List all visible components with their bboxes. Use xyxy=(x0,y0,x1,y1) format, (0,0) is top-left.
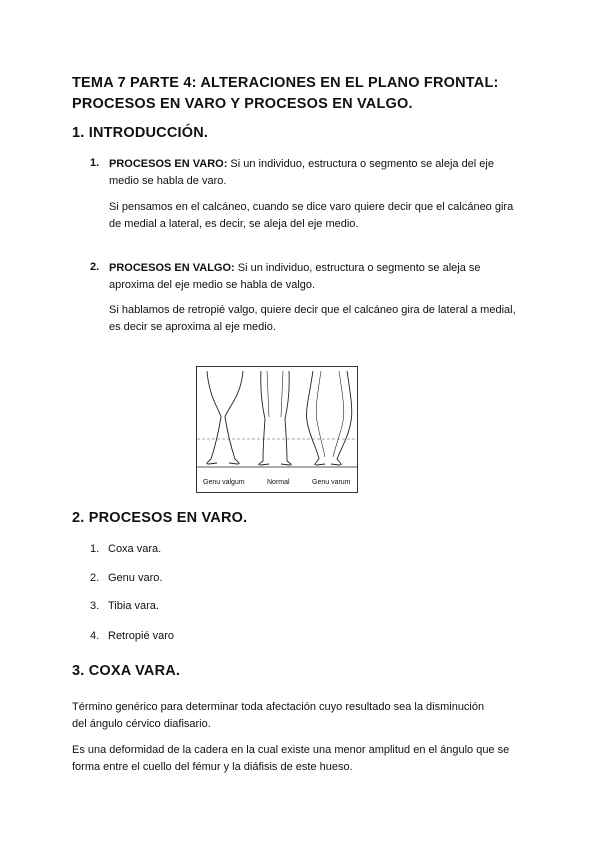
item-valgo-extra-2: es decir se aproxima al eje medio. xyxy=(109,320,276,333)
para1-line-2: del ángulo cérvico diafisario. xyxy=(72,717,211,730)
item-number-2: 2. xyxy=(90,261,100,273)
genu-varum-legs xyxy=(306,371,351,465)
item-number-1: 1. xyxy=(90,157,100,169)
item-varo-extra xyxy=(109,199,529,232)
caption-normal: Normal xyxy=(267,479,290,486)
list-item-coxa-vara: Coxa vara. xyxy=(108,543,162,555)
item-varo xyxy=(109,156,529,189)
page-title xyxy=(72,73,552,115)
paragraph-coxa-vara-definition xyxy=(72,699,522,732)
para2-line-2: forma entre el cuello del fémur y la diáfisis de este hueso. xyxy=(72,760,353,773)
list-number-4: 4. xyxy=(90,630,100,642)
list-item-genu-varo: Genu varo. xyxy=(108,572,163,584)
list-item-tibia-vara: Tibia vara. xyxy=(108,600,159,612)
legs-alignment-figure xyxy=(196,366,358,493)
title-line-2: PROCESOS EN VARO Y PROCESOS EN VALGO. xyxy=(72,96,413,112)
paragraph-coxa-vara-description xyxy=(72,742,522,775)
para2-line-1: Es una deformidad de la cadera en la cual existe una menor amplitud en el ángulo que se xyxy=(72,744,510,756)
section-heading-procesos-varo: 2. PROCESOS EN VARO. xyxy=(72,510,248,526)
item-valgo xyxy=(109,260,529,293)
list-number-1: 1. xyxy=(90,543,100,555)
item-valgo-extra xyxy=(109,302,529,335)
normal-legs xyxy=(259,371,291,465)
item-varo-text-1: Si un individuo, estructura o segmento se aleja del eje xyxy=(227,158,494,170)
list-number-3: 3. xyxy=(90,600,100,612)
section-heading-introduccion: 1. INTRODUCCIÓN. xyxy=(72,125,209,141)
genu-valgum-legs xyxy=(207,371,243,464)
caption-genu-varum: Genu varum xyxy=(312,479,351,486)
caption-genu-valgum: Genu valgum xyxy=(203,479,245,486)
legs-illustration xyxy=(197,367,357,477)
title-line-1: TEMA 7 PARTE 4: ALTERACIONES EN EL PLANO FRONTAL: xyxy=(72,75,499,91)
item-valgo-label: PROCESOS EN VALGO: xyxy=(109,262,235,274)
item-varo-extra-1: Si pensamos en el calcáneo, cuando se dice varo quiere decir que el calcáneo gira xyxy=(109,201,514,213)
item-varo-label: PROCESOS EN VARO: xyxy=(109,158,228,170)
para1-line-1: Término genérico para determinar toda afectación cuyo resultado sea la disminución xyxy=(72,701,485,713)
list-item-retropie-varo: Retropié varo xyxy=(108,630,175,642)
item-valgo-text-1: Si un individuo, estructura o segmento se aleja se xyxy=(234,262,481,274)
section-heading-coxa-vara: 3. COXA VARA. xyxy=(72,663,181,679)
item-valgo-text-2: aproxima del eje medio se habla de valgo. xyxy=(109,278,316,291)
list-number-2: 2. xyxy=(90,572,100,584)
item-valgo-extra-1: Si hablamos de retropié valgo, quiere decir que el calcáneo gira de lateral a medial, xyxy=(109,304,516,316)
item-varo-text-2: medio se habla de varo. xyxy=(109,174,227,187)
item-varo-extra-2: de medial a lateral, es decir, se aleja del eje medio. xyxy=(109,217,359,230)
